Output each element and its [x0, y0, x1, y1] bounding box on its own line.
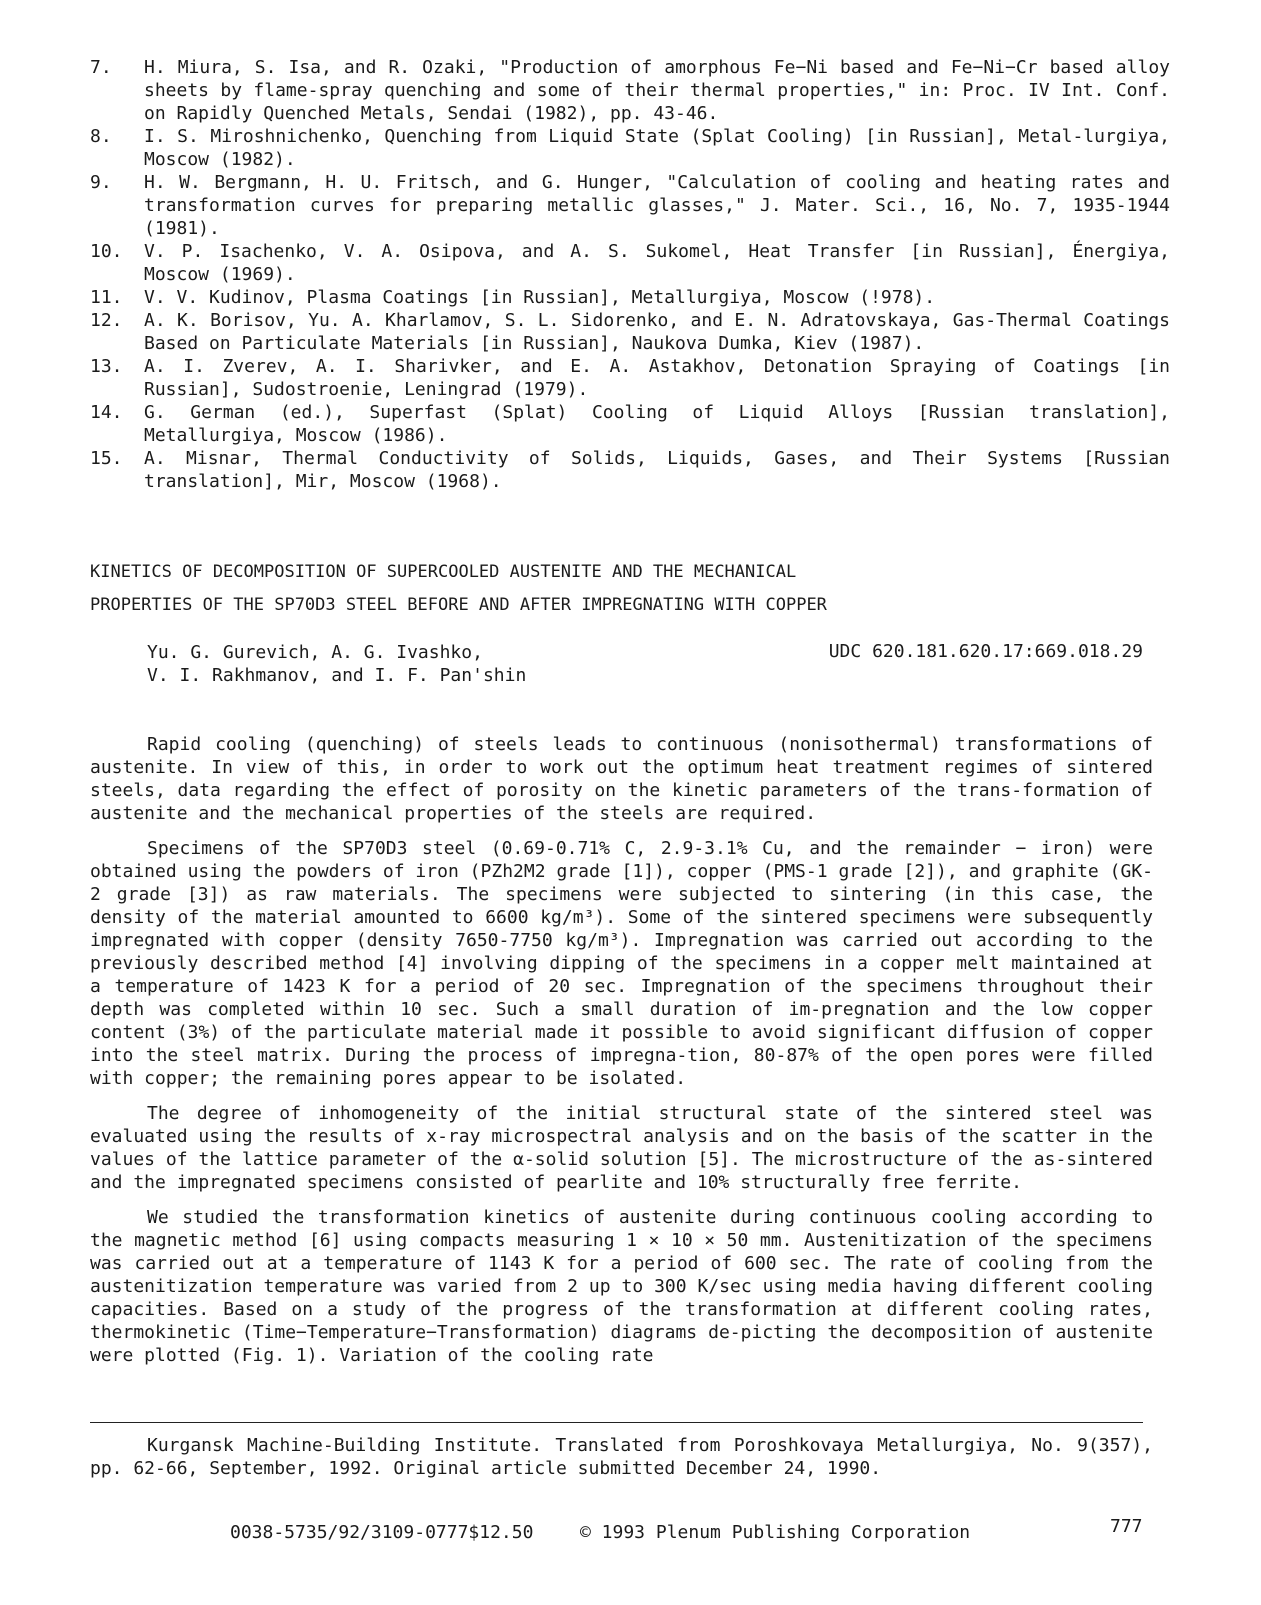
reference-text: V. V. Kudinov, Plasma Coatings [in Russian], Metallurgiya, Moscow (!978).: [144, 287, 936, 308]
body-paragraph: Rapid cooling (quenching) of steels leads to continuous (nonisothermal) transformations of austenite. In view of this, in order to work out the optimum heat treatment regimes of sintered steels, data regarding the effect of porosity on the kinetic parameters of the trans-formation of austenite and the mechanical properties of the steels are required.: [90, 734, 1153, 824]
article-body: [90, 733, 1153, 1379]
reference-item: [90, 125, 1170, 171]
authors-line-1: Yu. G. Gurevich, A. G. Ivashko,: [147, 642, 483, 663]
reference-text: A. Misnar, Thermal Conductivity of Solids, Liquids, Gases, and Their Systems [Russian translation], Mir, Moscow (1968).: [144, 448, 1170, 492]
reference-text: I. S. Miroshnichenko, Quenching from Liquid State (Splat Cooling) [in Russian], Metal-lurgiya, Moscow (1982).: [144, 126, 1170, 170]
reference-number: 7.: [90, 57, 112, 78]
footnote: Kurgansk Machine-Building Institute. Translated from Poroshkovaya Metallurgiya, No. 9(357), pp. 62-66, September, 1992. Original article submitted December 24, 1990.: [90, 1435, 1153, 1479]
publication-code: 0038-5735/92/3109-0777$12.50: [230, 1522, 534, 1543]
reference-number: 12.: [90, 310, 123, 331]
reference-item: [90, 401, 1170, 447]
reference-text: A. I. Zverev, A. I. Sharivker, and E. A. Astakhov, Detonation Spraying of Coatings [in Russian], Sudostroenie, Leningrad (1979).: [144, 356, 1170, 400]
reference-number: 10.: [90, 241, 123, 262]
body-paragraph: The degree of inhomogeneity of the initial structural state of the sintered steel was evaluated using the results of x-ray microspectral analysis and on the basis of the scatter in the values of the lattice parameter of the α-solid solution [5]. The microstructure of the as-sintered and the impregnated specimens consisted of pearlite and 10% structurally free ferrite.: [90, 1103, 1153, 1193]
authors-line-2: V. I. Rakhmanov, and I. F. Pan'shin: [147, 665, 527, 686]
reference-item: [90, 56, 1170, 125]
reference-text: H. W. Bergmann, H. U. Fritsch, and G. Hunger, "Calculation of cooling and heating rates and transformation curves for preparing metallic glasses," J. Mater. Sci., 16, No. 7, 1935-1944 (1981).: [144, 172, 1170, 239]
reference-number: 9.: [90, 172, 112, 193]
reference-item: [90, 240, 1170, 286]
reference-item: [90, 171, 1170, 240]
reference-text: H. Miura, S. Isa, and R. Ozaki, "Production of amorphous Fe−Ni based and Fe−Ni−Cr based alloy sheets by flame-spray quenching and some of their thermal properties," in: Proc. IV Int. Conf. on Rapidly Quenched Metals, Sendai (1982), pp. 43-46.: [144, 57, 1170, 124]
reference-number: 14.: [90, 402, 123, 423]
body-paragraph: We studied the transformation kinetics of austenite during continuous cooling according to the magnetic method [6] using compacts measuring 1 × 10 × 50 mm. Austenitization of the specimens was carried out at a temperature of 1143 K for a period of 600 sec. The rate of cooling from the austenitization temperature was varied from 2 up to 300 K/sec using media having different cooling capacities. Based on a study of the progress of the transformation at different cooling rates, thermokinetic (Time−Temperature−Transformation) diagrams de-picting the decomposition of austenite were plotted (Fig. 1). Variation of the cooling rate: [90, 1207, 1153, 1366]
body-paragraph: Specimens of the SP70D3 steel (0.69-0.71% C, 2.9-3.1% Cu, and the remainder − iron) were obtained using the powders of iron (PZh2M2 grade [1]), copper (PMS-1 grade [2]), and graphite (GK-2 grade [3]) as raw materials. The specimens were subjected to sintering (in this case, the density of the material amounted to 6600 kg/m³). Some of the sintered specimens were subsequently impregnated with copper (density 7650-7750 kg/m³). Impregnation was carried out according to the previously described method [4] involving dipping of the specimens in a copper melt maintained at a temperature of 1423 K for a period of 20 sec. Impregnation of the specimens throughout their depth was completed within 10 sec. Such a small duration of im-pregnation and the low copper content (3%) of the particulate material made it possible to avoid significant diffusion of copper into the steel matrix. During the process of impregna-tion, 80-87% of the open pores were filled with copper; the remaining pores appear to be isolated.: [90, 838, 1153, 1089]
reference-number: 8.: [90, 126, 112, 147]
reference-list: [90, 56, 1170, 493]
reference-text: G. German (ed.), Superfast (Splat) Cooling of Liquid Alloys [Russian translation], Metallurgiya, Moscow (1986).: [144, 402, 1170, 446]
article-title-line-2: PROPERTIES OF THE SP70D3 STEEL BEFORE AND AFTER IMPREGNATING WITH COPPER: [90, 595, 827, 615]
reference-number: 13.: [90, 356, 123, 377]
article-title-line-1: KINETICS OF DECOMPOSITION OF SUPERCOOLED AUSTENITE AND THE MECHANICAL: [90, 562, 797, 582]
reference-item: [90, 286, 1170, 309]
reference-number: 15.: [90, 448, 123, 469]
footnote-divider: [90, 1422, 1143, 1423]
udc-code: UDC 620.181.620.17:669.018.29: [828, 641, 1143, 662]
copyright-notice: © 1993 Plenum Publishing Corporation: [580, 1522, 971, 1543]
reference-text: A. K. Borisov, Yu. A. Kharlamov, S. L. Sidorenko, and E. N. Adratovskaya, Gas-Thermal Coatings Based on Particulate Materials [in Russian], Naukova Dumka, Kiev (1987).: [144, 310, 1170, 354]
reference-text: V. P. Isachenko, V. A. Osipova, and A. S. Sukomel, Heat Transfer [in Russian], Énergiya, Moscow (1969).: [144, 241, 1170, 285]
reference-item: [90, 355, 1170, 401]
reference-number: 11.: [90, 287, 123, 308]
author-list: [147, 641, 526, 687]
reference-item: [90, 447, 1170, 493]
reference-item: [90, 309, 1170, 355]
page-number: 777: [1110, 1516, 1143, 1537]
